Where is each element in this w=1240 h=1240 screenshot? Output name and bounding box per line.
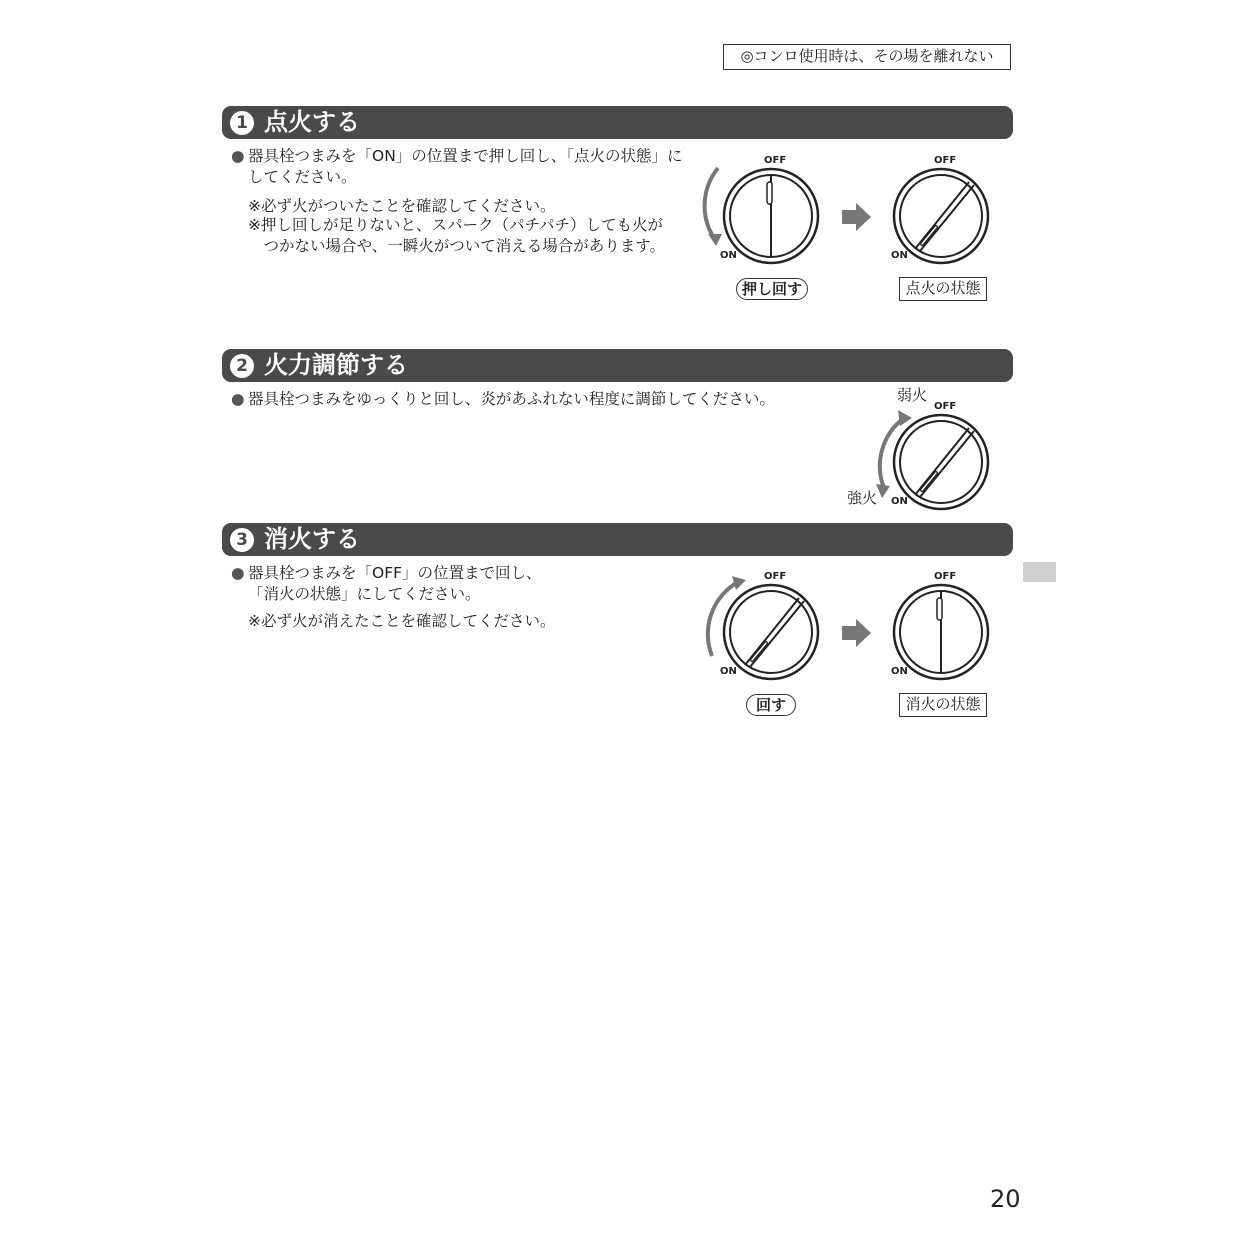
knob-1b-on-label: ON <box>891 250 908 261</box>
section-1-number: 1 <box>230 111 254 135</box>
right-arrow-icon <box>842 619 872 647</box>
turn-label: 回す <box>746 694 796 716</box>
caution-banner: ◎コンロ使用時は、その場を離れない <box>723 44 1011 70</box>
side-index-tab <box>1023 562 1056 582</box>
knob-1a-on-label: ON <box>720 250 737 261</box>
section-2-number: 2 <box>230 354 254 378</box>
page-number: 20 <box>990 1185 1021 1213</box>
section-1-note-2: ※押し回しが足りないと、スパーク（パチパチ）しても火が <box>248 216 664 234</box>
section-2-header <box>222 349 1013 382</box>
right-arrow-icon <box>842 203 872 231</box>
section-1-title: 点火する <box>264 108 360 136</box>
section-2-bullet: ● <box>231 390 245 408</box>
knob-1a-off-label: OFF <box>764 155 787 166</box>
push-turn-label: 押し回す <box>736 278 808 300</box>
section-3-number: 3 <box>230 528 254 552</box>
section-1-note-3: つかない場合や、一瞬火がついて消える場合があります。 <box>248 237 665 255</box>
section-1-line-2: してください。 <box>248 168 357 186</box>
section-1-note-1: ※必ず火がついたことを確認してください。 <box>248 197 556 215</box>
section-3-header <box>222 523 1013 556</box>
knob-2-off-label: OFF <box>934 401 957 412</box>
knob-1b-off-label: OFF <box>934 155 957 166</box>
strong-flame-label: 強火 <box>847 489 878 507</box>
knob-3b-on-label: ON <box>891 666 908 677</box>
section-1-bullet: ● <box>231 147 245 165</box>
section-2-title: 火力調節する <box>264 351 408 379</box>
knob-3a-on-label: ON <box>720 666 737 677</box>
section-1-line-1: 器具栓つまみを「ON」の位置まで押し回し、「点火の状態」に <box>248 147 683 165</box>
weak-flame-label: 弱火 <box>897 386 928 404</box>
ignition-state-label: 点火の状態 <box>899 277 987 301</box>
section-2-line-1: 器具栓つまみをゆっくりと回し、炎があふれない程度に調節してください。 <box>248 390 775 408</box>
off-state-label: 消火の状態 <box>899 693 987 717</box>
section-3-line-1: 器具栓つまみを「OFF」の位置まで回し、 <box>248 564 542 582</box>
knob-3b-off-label: OFF <box>934 571 957 582</box>
section-3-line-2: 「消火の状態」にしてください。 <box>248 585 481 603</box>
section-1-header <box>222 106 1013 139</box>
section-3-bullet: ● <box>231 564 245 582</box>
knob-2-on-label: ON <box>891 496 908 507</box>
knob-3a-off-label: OFF <box>764 571 787 582</box>
section-3-title: 消火する <box>264 525 360 553</box>
knob-flame-adjust-diagram <box>870 404 1000 514</box>
section-3-note-1: ※必ず火が消えたことを確認してください。 <box>248 612 556 630</box>
